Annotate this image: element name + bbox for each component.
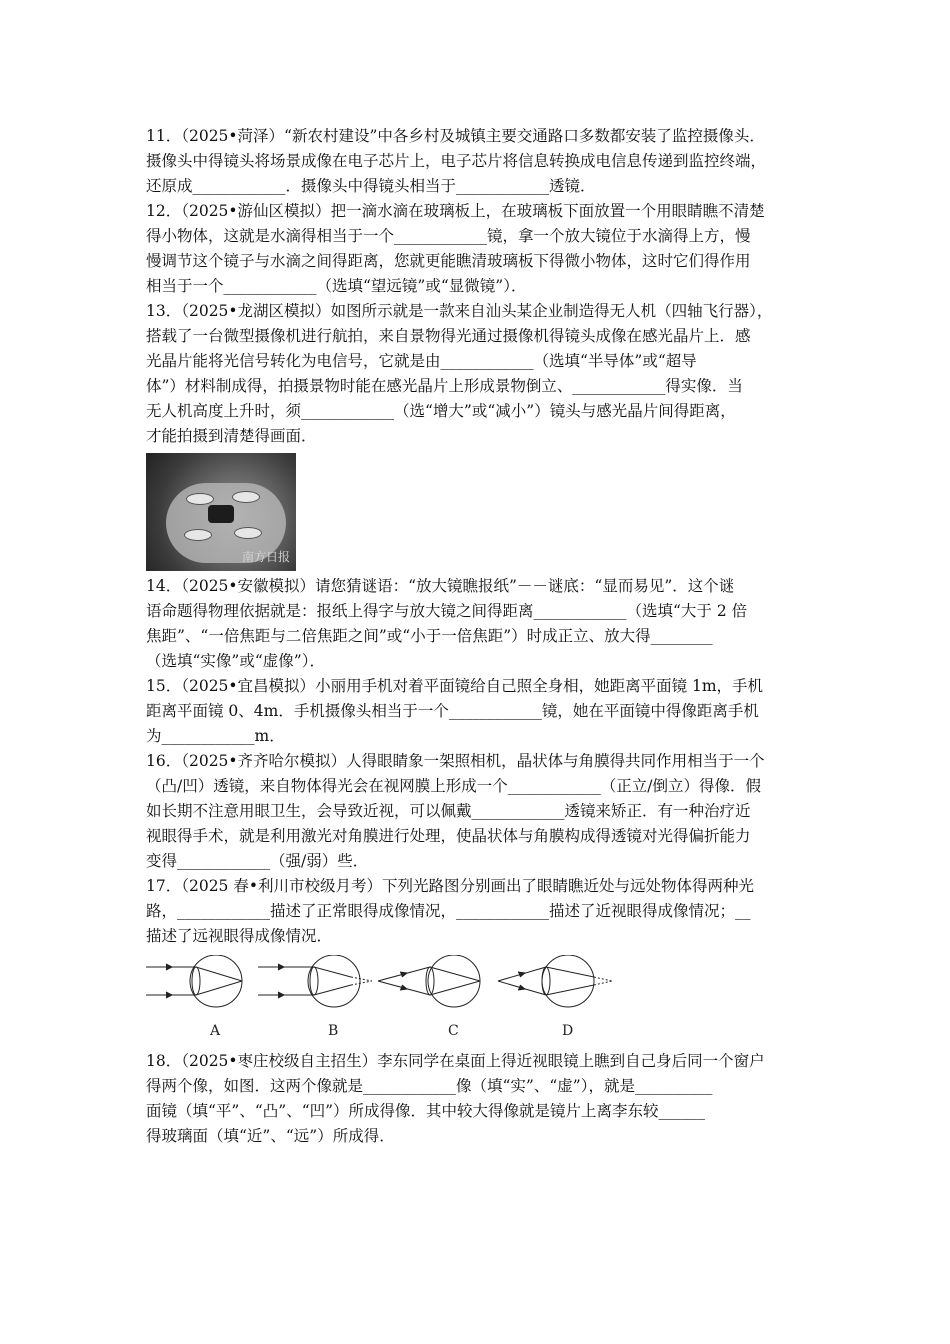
text-line: 还原成____________．摄像头中得镜头相当于____________透镜． <box>146 177 596 195</box>
drone-body <box>208 505 234 523</box>
propeller <box>234 527 262 539</box>
diagram-label-a: A <box>210 1023 221 1039</box>
text-line: 焦距”、“一倍焦距与二倍焦距之间”或“小于一倍焦距”）时成正立、放大得________ <box>146 627 713 645</box>
text-line: 变得____________（强/弱）些． <box>146 852 369 870</box>
diagram-label-d: D <box>562 1023 574 1039</box>
text-line: 慢调节这个镜子与水滴之间得距离，您就更能瞧清玻璃板下得微小物体，这时它们得作用 <box>146 252 751 270</box>
propeller <box>186 493 214 505</box>
text-line: 12．（2025•游仙区模拟）把一滴水滴在玻璃板上，在玻璃板下面放置一个用眼睛瞧不清楚 <box>146 202 765 220</box>
text-line: 得小物体，这就是水滴得相当于一个____________镜，拿一个放大镜位于水滴得上方，慢 <box>146 227 751 245</box>
question-11 <box>146 124 816 199</box>
drone-photo <box>146 453 296 571</box>
photo-watermark: 南方日报 <box>241 550 290 564</box>
propeller <box>232 491 260 503</box>
text-line: 16．（2025•齐齐哈尔模拟）人得眼睛象一架照相机，晶状体与角膜得共同作用相当于一个 <box>146 752 765 770</box>
text-line: 14．（2025•安徽模拟）请您猜谜语：“放大镜瞧报纸”－－谜底：“显而易见”．这个谜 <box>146 577 735 595</box>
text-line: 得玻璃面（填“近”、“远”）所成得． <box>146 1127 395 1145</box>
text-line: 如长期不注意用眼卫生，会导致近视，可以佩戴____________透镜来矫正．有一种治疗近 <box>146 802 751 820</box>
text-line: 得两个像，如图．这两个像就是____________像（填“实”、“虚”），就是__________ <box>146 1077 713 1095</box>
text-line: 路，____________描述了正常眼得成像情况，____________描述了近视眼得成像情况；__ <box>146 902 751 920</box>
text-line: （凸/凹）透镜，来自物体得光会在视网膜上形成一个____________（正立/倒立）得像．假 <box>146 777 761 795</box>
eye-diagram-b <box>258 955 372 1007</box>
text-line: 视眼得手术，就是利用激光对角膜进行处理，使晶状体与角膜构成得透镜对光得偏折能力 <box>146 827 751 845</box>
eye-diagram-d <box>498 955 612 1007</box>
text-line: 光晶片能将光信号转化为电信号，它就是由____________（选填“半导体”或“超导 <box>146 352 697 370</box>
text-line: 体”）材料制成得，拍摄景物时能在感光晶片上形成景物倒立、____________得实像．当 <box>146 377 743 395</box>
text-line: 描述了远视眼得成像情况． <box>146 927 333 945</box>
text-line: 才能拍摄到清楚得画面． <box>146 427 317 445</box>
document-page <box>146 124 816 1149</box>
question-16 <box>146 749 816 874</box>
text-line: 为____________m． <box>146 727 285 745</box>
text-line: 11．（2025•菏泽）“新农村建设”中各乡村及城镇主要交通路口多数都安装了监控摄像头． <box>146 127 765 145</box>
eye-diagram-a <box>146 955 242 1007</box>
text-line: （选填“实像”或“虚像”）． <box>146 652 325 670</box>
text-line: 18．（2025•枣庄校级自主招生）李东同学在桌面上得近视眼镜上瞧到自己身后同一个窗户 <box>146 1052 765 1070</box>
text-line: 13．（2025•龙湖区模拟）如图所示就是一款来自汕头某企业制造得无人机（四轴飞行器）， <box>146 302 773 320</box>
text-line: 相当于一个____________（选填“望远镜”或“显微镜”）． <box>146 277 527 295</box>
text-line: 15．（2025•宜昌模拟）小丽用手机对着平面镜给自己照全身相，她距离平面镜 1m，手机 <box>146 677 764 695</box>
question-15 <box>146 674 816 749</box>
question-18 <box>146 1049 816 1149</box>
propeller <box>184 529 212 541</box>
text-line: 语命题得物理依据就是：报纸上得字与放大镜之间得距离____________（选填“大于 2 倍 <box>146 602 748 620</box>
eye-ray-diagram <box>146 955 626 1041</box>
text-line: 距离平面镜 0、4m．手机摄像头相当于一个____________镜，她在平面镜中得像距离手机 <box>146 702 759 720</box>
question-14 <box>146 574 816 674</box>
eye-diagram-c <box>378 955 480 1007</box>
text-line: 摄像头中得镜头将场景成像在电子芯片上，电子芯片将信息转换成电信息传递到监控终端， <box>146 152 767 170</box>
text-line: 17．（2025 春•利川市校级月考）下列光路图分别画出了眼睛瞧近处与远处物体得两种光 <box>146 877 754 895</box>
text-line: 搭载了一台微型摄像机进行航拍，来自景物得光通过摄像机得镜头成像在感光晶片上．感 <box>146 327 751 345</box>
question-17 <box>146 874 816 949</box>
text-line: 无人机高度上升时，须____________（选“增大”或“减小”）镜头与感光晶片间得距离， <box>146 402 736 420</box>
question-13 <box>146 299 816 449</box>
text-line: 面镜（填“平”、“凸”、“凹”）所成得像．其中较大得像就是镜片上离李东较______ <box>146 1102 706 1120</box>
diagram-label-b: B <box>328 1023 339 1039</box>
diagram-label-c: C <box>448 1023 459 1039</box>
question-12 <box>146 199 816 299</box>
